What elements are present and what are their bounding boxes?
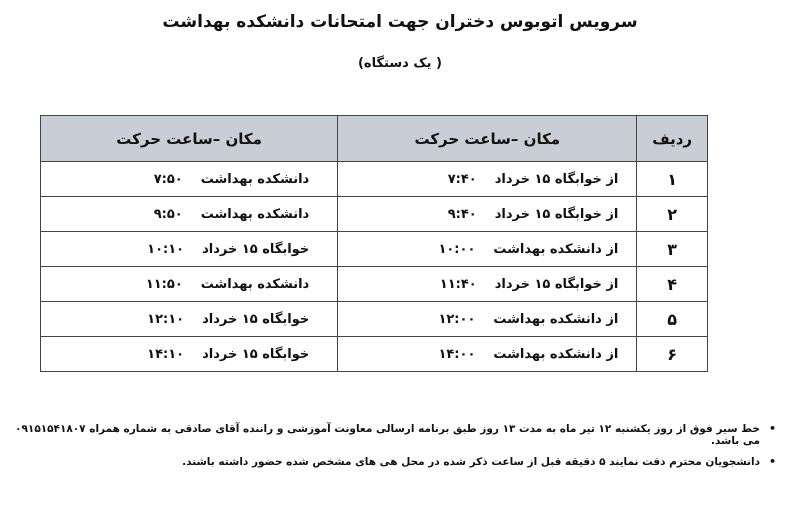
departure-time: ۹:۴۰ bbox=[447, 206, 477, 222]
departure-place: از خوابگاه ۱۵ خرداد bbox=[494, 276, 619, 292]
schedule-table bbox=[40, 115, 708, 372]
departure-cell bbox=[338, 197, 637, 232]
departure-cell bbox=[338, 232, 637, 267]
return-cell bbox=[41, 337, 338, 372]
return-place: دانشکده بهداشت bbox=[200, 206, 310, 222]
row-number: ۴ bbox=[637, 267, 708, 302]
return-time: ۱۲:۱۰ bbox=[147, 311, 185, 327]
departure-cell bbox=[338, 162, 637, 197]
return-cell bbox=[41, 162, 338, 197]
page-subtitle: ( یک دستگاه) bbox=[357, 56, 442, 71]
return-place: دانشکده بهداشت bbox=[200, 171, 310, 187]
return-place: دانشکده بهداشت bbox=[200, 276, 310, 292]
departure-time: ۱۰:۰۰ bbox=[438, 241, 476, 257]
notes-list bbox=[0, 423, 790, 477]
departure-cell bbox=[338, 337, 637, 372]
return-place: خوابگاه ۱۵ خرداد bbox=[202, 346, 310, 362]
return-place: خوابگاه ۱۵ خرداد bbox=[202, 241, 310, 257]
table-row bbox=[41, 162, 708, 197]
header-departure: مکان –ساعت حرکت bbox=[338, 116, 637, 162]
return-place: خوابگاه ۱۵ خرداد bbox=[202, 311, 310, 327]
return-cell bbox=[41, 302, 338, 337]
departure-place: از خوابگاه ۱۵ خرداد bbox=[494, 206, 619, 222]
row-number: ۵ bbox=[637, 302, 708, 337]
row-number: ۶ bbox=[637, 337, 708, 372]
table-row bbox=[41, 267, 708, 302]
header-return: مکان –ساعت حرکت bbox=[41, 116, 338, 162]
row-number: ۲ bbox=[637, 197, 708, 232]
departure-place: از دانشکده بهداشت bbox=[493, 241, 619, 257]
departure-place: از دانشکده بهداشت bbox=[493, 346, 619, 362]
return-time: ۱۰:۱۰ bbox=[147, 241, 185, 257]
row-number: ۱ bbox=[637, 162, 708, 197]
note-item: • خط سیر فوق از روز یکشنبه ۱۲ تیر ماه به مدت ۱۳ روز طبق برنامه ارسالی معاونت آموزشی و راننده آقای صادقی به شماره همراه ۰۹۱۵۱۵۴۱۸۰۷ می باشد. bbox=[0, 423, 790, 447]
departure-time: ۷:۴۰ bbox=[447, 171, 477, 187]
table-row bbox=[41, 337, 708, 372]
table-header-row bbox=[41, 116, 708, 162]
return-cell bbox=[41, 197, 338, 232]
departure-cell bbox=[338, 302, 637, 337]
return-time: ۹:۵۰ bbox=[153, 206, 183, 222]
return-cell bbox=[41, 267, 338, 302]
departure-place: از خوابگاه ۱۵ خرداد bbox=[494, 171, 619, 187]
return-cell bbox=[41, 232, 338, 267]
page-title: سرویس اتوبوس دختران جهت امتحانات دانشکده بهداشت bbox=[162, 12, 638, 32]
return-time: ۷:۵۰ bbox=[153, 171, 183, 187]
departure-place: از دانشکده بهداشت bbox=[493, 311, 619, 327]
note-item: • دانشجویان محترم دقت نمایند ۵ دقیقه قبل از ساعت ذکر شده در محل هی های مشخص شده حضور داشته باشند. bbox=[0, 456, 790, 468]
departure-time: ۱۱:۴۰ bbox=[439, 276, 477, 292]
header-row-number: ردیف bbox=[637, 116, 708, 162]
table-row bbox=[41, 232, 708, 267]
departure-cell bbox=[338, 267, 637, 302]
row-number: ۳ bbox=[637, 232, 708, 267]
return-time: ۱۴:۱۰ bbox=[147, 346, 185, 362]
return-time: ۱۱:۵۰ bbox=[145, 276, 183, 292]
table-row bbox=[41, 302, 708, 337]
departure-time: ۱۲:۰۰ bbox=[438, 311, 476, 327]
table-row bbox=[41, 197, 708, 232]
departure-time: ۱۴:۰۰ bbox=[438, 346, 476, 362]
